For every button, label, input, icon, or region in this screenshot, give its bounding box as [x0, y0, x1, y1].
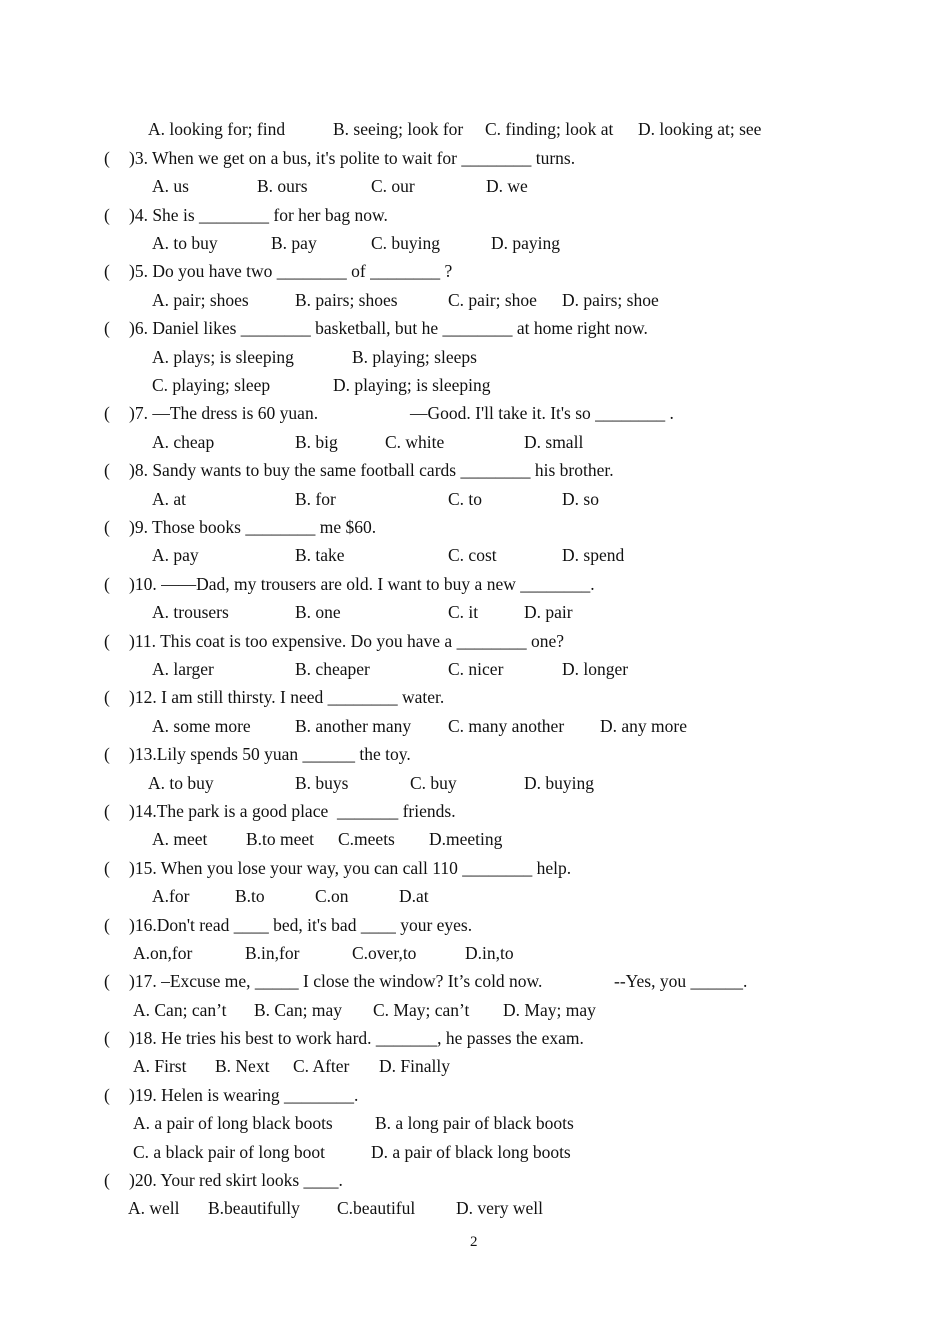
question-paren: (: [104, 205, 110, 225]
question-paren: (: [104, 858, 110, 878]
q9-option-b: B. take: [295, 545, 345, 565]
q16-option-c: C.over,to: [352, 943, 417, 963]
q17-option-d: D. May; may: [503, 1000, 596, 1020]
page-number: 2: [470, 1234, 478, 1250]
q19-option-d: D. a pair of black long boots: [371, 1142, 571, 1162]
q14-option-c: C.meets: [338, 829, 395, 849]
q16-option-d: D.in,to: [465, 943, 514, 963]
q2-option-c: C. finding; look at: [485, 119, 614, 139]
q4-option-a: A. to buy: [152, 233, 218, 253]
q17-option-c: C. May; can’t: [373, 1000, 470, 1020]
q7-option-d: D. small: [524, 432, 584, 452]
q16-option-b: B.in,for: [245, 943, 300, 963]
q3-option-d: D. we: [486, 176, 528, 196]
q5-option-b: B. pairs; shoes: [295, 290, 398, 310]
question-11-text: )11. This coat is too expensive. Do you have a ________ one?: [129, 631, 564, 651]
question-6-text: )6. Daniel likes ________ basketball, but he ________ at home right now.: [129, 318, 648, 338]
q19-option-c: C. a black pair of long boot: [133, 1142, 325, 1162]
q14-option-d: D.meeting: [429, 829, 503, 849]
question-paren: (: [104, 261, 110, 281]
q2-option-a: A. looking for; find: [148, 119, 286, 139]
q16-option-a: A.on,for: [133, 943, 193, 963]
q7-option-b: B. big: [295, 432, 338, 452]
q17-option-a: A. Can; can’t: [133, 1000, 227, 1020]
q9-option-a: A. pay: [152, 545, 199, 565]
q12-option-a: A. some more: [152, 716, 251, 736]
question-paren: (: [104, 460, 110, 480]
q18-option-a: A. First: [133, 1056, 187, 1076]
q9-option-c: C. cost: [448, 545, 497, 565]
q7-option-c: C. white: [385, 432, 445, 452]
question-4-text: )4. She is ________ for her bag now.: [129, 205, 388, 225]
question-20-text: )20. Your red skirt looks ____.: [129, 1170, 343, 1190]
question-13-text: )13.Lily spends 50 yuan ______ the toy.: [129, 744, 411, 764]
question-paren: (: [104, 574, 110, 594]
q19-option-a: A. a pair of long black boots: [133, 1113, 333, 1133]
question-paren: (: [104, 1170, 110, 1190]
q6-option-c: C. playing; sleep: [152, 375, 271, 395]
q5-option-c: C. pair; shoe: [448, 290, 537, 310]
q12-option-b: B. another many: [295, 716, 412, 736]
q15-option-a: A.for: [152, 886, 190, 906]
q15-option-b: B.to: [235, 886, 265, 906]
q12-option-c: C. many another: [448, 716, 565, 736]
q7-option-a: A. cheap: [152, 432, 215, 452]
q14-option-b: B.to meet: [246, 829, 315, 849]
q8-option-b: B. for: [295, 489, 336, 509]
question-paren: (: [104, 687, 110, 707]
question-7-text: )7. —The dress is 60 yuan.: [129, 403, 319, 423]
question-18-text: )18. He tries his best to work hard. _______, he passes the exam.: [129, 1028, 584, 1048]
question-17-reply: --Yes, you ______.: [614, 971, 748, 991]
q5-option-d: D. pairs; shoe: [562, 290, 659, 310]
question-19-text: )19. Helen is wearing ________.: [129, 1085, 359, 1105]
q13-option-d: D. buying: [524, 773, 594, 793]
question-17-text: )17. –Excuse me, _____ I close the window? It’s cold now.: [129, 971, 543, 991]
q14-option-a: A. meet: [152, 829, 208, 849]
q4-option-b: B. pay: [271, 233, 317, 253]
q10-option-d: D. pair: [524, 602, 573, 622]
q5-option-a: A. pair; shoes: [152, 290, 249, 310]
q11-option-b: B. cheaper: [295, 659, 370, 679]
q11-option-a: A. larger: [152, 659, 214, 679]
q15-option-c: C.on: [315, 886, 349, 906]
q10-option-c: C. it: [448, 602, 479, 622]
question-paren: (: [104, 631, 110, 651]
q3-option-b: B. ours: [257, 176, 308, 196]
q6-option-d: D. playing; is sleeping: [333, 375, 491, 395]
question-15-text: )15. When you lose your way, you can call 110 ________ help.: [129, 858, 572, 878]
question-paren: (: [104, 1085, 110, 1105]
q15-option-d: D.at: [399, 886, 429, 906]
q4-option-c: C. buying: [371, 233, 441, 253]
q13-option-a: A. to buy: [148, 773, 214, 793]
q8-option-d: D. so: [562, 489, 599, 509]
q18-option-b: B. Next: [215, 1056, 270, 1076]
q8-option-c: C. to: [448, 489, 483, 509]
question-paren: (: [104, 1028, 110, 1048]
question-7-reply: —Good. I'll take it. It's so ________ .: [410, 403, 674, 423]
question-10-text: )10. ——Dad, my trousers are old. I want to buy a new ________.: [129, 574, 595, 594]
q18-option-d: D. Finally: [379, 1056, 450, 1076]
question-paren: (: [104, 148, 110, 168]
question-5-text: )5. Do you have two ________ of ________ ?: [129, 261, 453, 281]
q20-option-a: A. well: [128, 1198, 180, 1218]
q9-option-d: D. spend: [562, 545, 625, 565]
question-8-text: )8. Sandy wants to buy the same football cards ________ his brother.: [129, 460, 614, 480]
q2-option-b: B. seeing; look for: [333, 119, 464, 139]
question-paren: (: [104, 971, 110, 991]
question-paren: (: [104, 403, 110, 423]
q20-option-b: B.beautifully: [208, 1198, 300, 1218]
q19-option-b: B. a long pair of black boots: [375, 1113, 574, 1133]
q17-option-b: B. Can; may: [254, 1000, 342, 1020]
question-12-text: )12. I am still thirsty. I need ________ water.: [129, 687, 445, 707]
q10-option-b: B. one: [295, 602, 341, 622]
q13-option-c: C. buy: [410, 773, 457, 793]
q11-option-d: D. longer: [562, 659, 629, 679]
q6-option-a: A. plays; is sleeping: [152, 347, 294, 367]
question-14-text: )14.The park is a good place _______ friends.: [129, 801, 456, 821]
q8-option-a: A. at: [152, 489, 187, 509]
question-paren: (: [104, 801, 110, 821]
question-9-text: )9. Those books ________ me $60.: [129, 517, 377, 537]
q11-option-c: C. nicer: [448, 659, 504, 679]
q20-option-c: C.beautiful: [337, 1198, 416, 1218]
q13-option-b: B. buys: [295, 773, 349, 793]
question-paren: (: [104, 744, 110, 764]
q3-option-c: C. our: [371, 176, 415, 196]
question-16-text: )16.Don't read ____ bed, it's bad ____ your eyes.: [129, 915, 473, 935]
q10-option-a: A. trousers: [152, 602, 229, 622]
question-paren: (: [104, 517, 110, 537]
q3-option-a: A. us: [152, 176, 189, 196]
q20-option-d: D. very well: [456, 1198, 543, 1218]
q2-option-d: D. looking at; see: [638, 119, 762, 139]
q18-option-c: C. After: [293, 1056, 350, 1076]
q12-option-d: D. any more: [600, 716, 687, 736]
q6-option-b: B. playing; sleeps: [352, 347, 477, 367]
question-paren: (: [104, 915, 110, 935]
question-3-text: )3. When we get on a bus, it's polite to wait for ________ turns.: [129, 148, 576, 168]
q4-option-d: D. paying: [491, 233, 561, 253]
question-paren: (: [104, 318, 110, 338]
